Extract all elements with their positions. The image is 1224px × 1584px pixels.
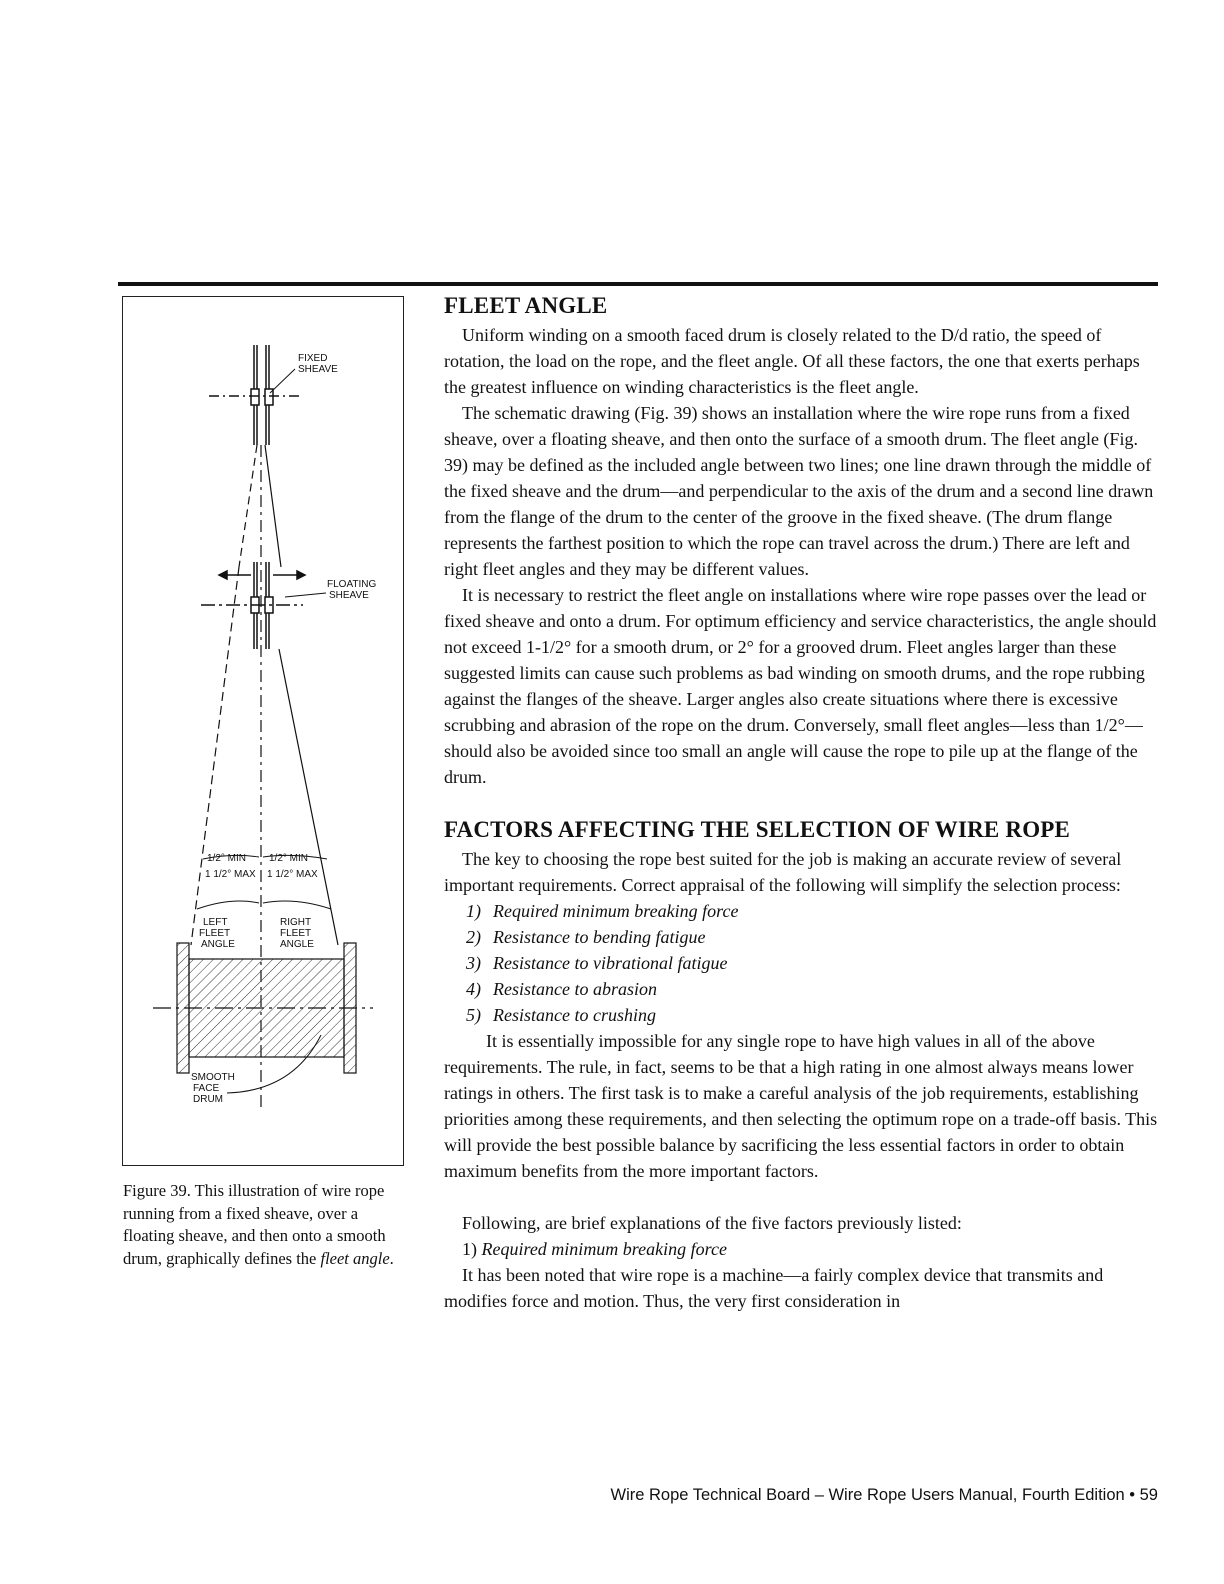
requirements-list bbox=[444, 898, 1160, 1028]
right-max-label: 1 1/2° MAX bbox=[267, 869, 318, 880]
floating-sheave-label-2: SHEAVE bbox=[329, 590, 369, 601]
svg-text:FACE bbox=[193, 1083, 219, 1094]
fixed-sheave bbox=[209, 345, 299, 445]
fleet-angle-diagram bbox=[123, 297, 405, 1167]
svg-text:1/2° MIN bbox=[207, 853, 246, 864]
left-angle-label-2: FLEET bbox=[199, 928, 231, 939]
floating-sheave bbox=[201, 562, 305, 649]
list-item-text: Resistance to vibrational fatigue bbox=[493, 953, 728, 973]
subheading-text: Required minimum breaking force bbox=[481, 1239, 727, 1259]
caption-text: Figure 39. This illustration of wire rope running from a fixed sheave, over a floating sheave, and then onto a smooth drum, graphically defines the bbox=[123, 1181, 386, 1268]
list-item-number: 2) bbox=[466, 927, 481, 947]
fixed-sheave-label-2: SHEAVE bbox=[298, 364, 338, 375]
paragraph-3: It is necessary to restrict the fleet angle on installations where wire rope passes over the lead or fixed sheave and onto a drum. For optimum efficiency and service characteristics, the angle should not exceed 1-1/2° for a smooth drum, or 2° for a grooved drum. Fleet angles larger than these suggested limits can cause such problems as bad winding on smooth drums, and the rope rubbing against the flanges of the sheave. Larger angles also create situations where there is excessive scrubbing and abrasion of the rope on the drum. Conversely, small fleet angles—less than 1/2°—should also be avoided since too small an angle will cause the rope to pile up at the flange of the drum. bbox=[444, 585, 1157, 787]
list-item bbox=[444, 976, 1160, 1002]
paragraph-machine: It has been noted that wire rope is a machine—a fairly complex device that transmits and modifies force and motion. Thus, the very first consideration in bbox=[444, 1265, 1104, 1311]
right-angle-label-2: FLEET bbox=[280, 928, 312, 939]
svg-text:1 1/2° MAX bbox=[267, 869, 318, 880]
caption-term: fleet angle bbox=[320, 1248, 390, 1268]
list-item-text: Required minimum breaking force bbox=[493, 901, 739, 921]
main-text-column bbox=[444, 292, 1160, 1314]
left-angle-label-1: LEFT bbox=[203, 917, 228, 928]
figure-caption bbox=[123, 1180, 408, 1270]
paragraph-intro: The key to choosing the rope best suited for the job is making an accurate review of several important requirements. Correct appraisal of the following will simplify the selection process: bbox=[444, 849, 1122, 895]
figure-39 bbox=[122, 296, 404, 1166]
svg-text:FLOATING bbox=[327, 579, 376, 590]
right-min-label: 1/2° MIN bbox=[269, 853, 309, 864]
svg-text:ANGLE bbox=[280, 939, 314, 950]
list-item-text: Resistance to crushing bbox=[493, 1005, 656, 1025]
list-item bbox=[444, 924, 1160, 950]
page-footer: Wire Rope Technical Board – Wire Rope Users Manual, Fourth Edition • 59 bbox=[610, 1486, 1158, 1504]
left-max-label: 1 1/2° MAX bbox=[205, 869, 256, 880]
list-item-number: 4) bbox=[466, 979, 481, 999]
svg-text:RIGHT bbox=[280, 917, 311, 928]
drum-label-1: SMOOTH bbox=[191, 1072, 235, 1083]
list-item-text: Resistance to bending fatigue bbox=[493, 927, 706, 947]
svg-text:SHEAVE bbox=[298, 364, 338, 375]
svg-text:1/2° MIN bbox=[269, 853, 308, 864]
svg-text:1 1/2° MAX bbox=[205, 869, 256, 880]
subheading-number: 1) bbox=[462, 1239, 477, 1259]
heading-factors: FACTORS AFFECTING THE SELECTION OF WIRE ROPE bbox=[444, 817, 1071, 842]
top-rule bbox=[118, 282, 1158, 286]
list-item bbox=[444, 898, 1160, 924]
drum-label-2: FACE bbox=[193, 1083, 220, 1094]
left-angle-label-3: ANGLE bbox=[201, 939, 235, 950]
paragraph-2: The schematic drawing (Fig. 39) shows an installation where the wire rope runs from a fixed sheave, over a floating sheave, and then onto the surface of a smooth drum. The fleet angle (Fig. 39) may be defined as the included angle between two lines; one line drawn through the middle of the fixed sheave and the drum—and perpendicular to the axis of the drum and a second line drawn from the flange of the drum to the center of the groove in the fixed sheave. (The drum flange represents the farthest position to which the rope can travel across the drum.) There are left and right fleet angles and they may be different values. bbox=[444, 403, 1154, 579]
list-item-number: 5) bbox=[466, 1005, 481, 1025]
left-min-label: 1/2° MIN bbox=[207, 853, 247, 864]
svg-text:DRUM bbox=[193, 1094, 223, 1105]
smooth-face-drum bbox=[153, 943, 373, 1073]
svg-text:FLEET bbox=[280, 928, 311, 939]
heading-fleet-angle: FLEET ANGLE bbox=[444, 293, 608, 318]
drum-label-3: DRUM bbox=[193, 1094, 223, 1105]
list-item bbox=[444, 950, 1160, 976]
svg-text:LEFT bbox=[203, 917, 227, 928]
caption-end: . bbox=[389, 1248, 394, 1268]
svg-text:FLEET bbox=[199, 928, 230, 939]
right-angle-label-3: ANGLE bbox=[280, 939, 314, 950]
list-item-text: Resistance to abrasion bbox=[493, 979, 657, 999]
subheading-breaking-force bbox=[444, 1236, 1160, 1262]
svg-text:SMOOTH bbox=[191, 1072, 235, 1083]
list-item-number: 1) bbox=[466, 901, 481, 921]
paragraph-tradeoff: It is essentially impossible for any single rope to have high values in all of the above requirements. The rule, in fact, seems to be that a high rating in one almost always means lower ratings in others. The first task is to make a careful analysis of the job requirements, establishing priorities among these requirements, and then selecting the optimum rope on a trade-off basis. This will provide the best possible balance by sacrificing the less essential factors in order to obtain maximum benefits from the more important factors. bbox=[444, 1031, 1158, 1181]
fixed-sheave-label-1: FIXED bbox=[298, 353, 328, 364]
right-angle-label-1: RIGHT bbox=[280, 917, 312, 928]
list-item bbox=[444, 1002, 1160, 1028]
svg-text:SHEAVE bbox=[329, 590, 369, 601]
svg-text:FIXED bbox=[298, 353, 327, 364]
paragraph-following: Following, are brief explanations of the five factors previously listed: bbox=[462, 1213, 962, 1233]
list-item-number: 3) bbox=[466, 953, 481, 973]
svg-text:ANGLE bbox=[201, 939, 235, 950]
paragraph-1: Uniform winding on a smooth faced drum is closely related to the D/d ratio, the speed of rotation, the load on the rope, and the fleet angle. Of all these factors, the one that exerts perhaps the greatest influence on winding characteristics is the fleet angle. bbox=[444, 325, 1140, 397]
floating-sheave-label-1: FLOATING bbox=[327, 579, 377, 590]
